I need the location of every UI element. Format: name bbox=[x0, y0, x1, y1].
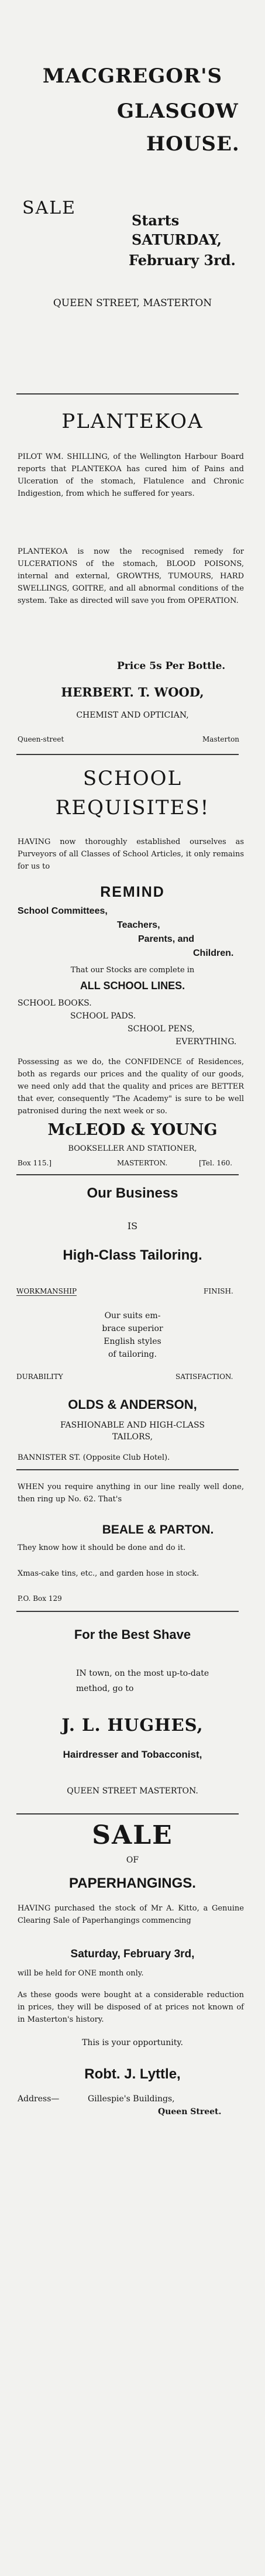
school-books: SCHOOL BOOKS. bbox=[18, 999, 92, 1008]
lyttle-ad bbox=[0, 1820, 265, 2575]
macgregors-name-line2: GLASGOW bbox=[117, 100, 239, 123]
school-line-teachers: Teachers, bbox=[117, 920, 160, 930]
divider-rule bbox=[16, 1813, 239, 1814]
lyttle-date: Saturday, February 3rd, bbox=[70, 1948, 195, 1960]
macgregors-name-line3: HOUSE. bbox=[146, 132, 240, 156]
school-title-line2: REQUISITES! bbox=[55, 796, 210, 819]
tailoring-firm-role1: FASHIONABLE AND HIGH-CLASS bbox=[60, 1421, 205, 1430]
macgregors-date: February 3rd. bbox=[129, 252, 236, 269]
plantekoa-para2: PLANTEKOA is now the recognised remedy for ULCERATIONS of the stomach, BLOOD POISONS, internal and external, GROWTHS, TUMOURS, HARD SWELLINGS, GOITRE, and all abnormal conditions of the system. Take as directed will save you from OPERATION. bbox=[18, 547, 244, 605]
beale-para3: Xmas-cake tins, etc., and garden hose in stock. bbox=[18, 1569, 199, 1578]
plantekoa-para1: PILOT WM. SHILLING, of the Wellington Harbour Board reports that PLANTEKOA has cured him of Pains and Ulceration of the stomach, Flatulence and Chronic Indigestion, from which he suffered for years. bbox=[18, 452, 244, 498]
plantekoa-street-left: Queen-street bbox=[18, 735, 64, 743]
macgregors-sale: SALE bbox=[22, 198, 77, 218]
beale-para1: WHEN you require anything in our line really well done, then ring up No. 62. That's bbox=[18, 1483, 244, 1504]
divider-rule bbox=[16, 393, 239, 395]
tailoring-finish: FINISH. bbox=[204, 1287, 233, 1295]
school-box: Box 115.] bbox=[18, 1159, 52, 1167]
tailoring-ad bbox=[0, 1185, 265, 1490]
school-line-children: Children. bbox=[193, 948, 234, 958]
tailoring-line2: IS bbox=[127, 1220, 138, 1232]
school-firm-role: BOOKSELLER AND STATIONER, bbox=[68, 1144, 197, 1153]
school-line-parents: Parents, and bbox=[138, 934, 195, 944]
lyttle-para3: As these goods were bought at a considerable reduction in prices, they will be disposed of at prices not known of in Masterton's history. bbox=[18, 1991, 244, 2024]
lyttle-opportunity: This is your opportunity. bbox=[82, 2038, 183, 2047]
lyttle-para1: HAVING purchased the stock of Mr A. Kitto, a Genuine Clearing Sale of Paperhangings commencing bbox=[18, 1904, 244, 1925]
hughes-para1: IN town, on the most up-to-date method, go to bbox=[76, 1669, 209, 1693]
macgregors-starts: Starts bbox=[132, 212, 180, 229]
divider-rule bbox=[16, 754, 239, 755]
school-firm: McLEOD & YOUNG bbox=[47, 1121, 218, 1139]
school-title-line1: SCHOOL bbox=[82, 767, 183, 790]
hughes-address: QUEEN STREET MASTERTON. bbox=[67, 1786, 198, 1796]
macgregors-address: QUEEN STREET, MASTERTON bbox=[53, 297, 212, 309]
divider-rule bbox=[16, 1469, 239, 1470]
lyttle-address1: Gillespie's Buildings, bbox=[88, 2094, 175, 2104]
lyttle-of: OF bbox=[126, 1855, 139, 1865]
hughes-name: J. L. HUGHES, bbox=[61, 1715, 204, 1735]
tailoring-durability: DURABILITY bbox=[16, 1373, 63, 1381]
school-complete: That our Stocks are complete in bbox=[70, 966, 195, 975]
tailoring-workmanship: WORKMANSHIP bbox=[16, 1287, 77, 1295]
tailoring-firm: OLDS & ANDERSON, bbox=[68, 1397, 197, 1412]
lyttle-item: PAPERHANGINGS. bbox=[69, 1875, 196, 1891]
lyttle-address2: Queen Street. bbox=[158, 2107, 222, 2117]
school-requisites-ad bbox=[0, 767, 265, 1176]
school-all-lines: ALL SCHOOL LINES. bbox=[80, 980, 185, 992]
macgregors-name-line1: MACGREGOR'S bbox=[42, 64, 223, 88]
school-tel: [Tel. 160. bbox=[199, 1159, 233, 1167]
school-para1: HAVING now thoroughly established ourselves as Purveyors of all Classes of School Articles, it only remains for us to bbox=[18, 838, 244, 871]
tailoring-line3: High-Class Tailoring. bbox=[63, 1247, 202, 1263]
lyttle-name: Robt. J. Lyttle, bbox=[84, 2066, 181, 2082]
school-pens: SCHOOL PENS, bbox=[128, 1024, 195, 1034]
tailoring-line1: Our Business bbox=[87, 1185, 178, 1201]
school-remind: REMIND bbox=[100, 884, 165, 900]
tailoring-suits1: Our suits em- bbox=[104, 1311, 161, 1320]
lyttle-sale: SALE bbox=[92, 1820, 173, 1850]
plantekoa-vendor-role: CHEMIST AND OPTICIAN, bbox=[76, 711, 189, 720]
tailoring-suits3: English styles bbox=[104, 1337, 161, 1346]
plantekoa-ad bbox=[0, 410, 265, 773]
macgregors-day: SATURDAY, bbox=[132, 231, 222, 248]
lyttle-para2: will be held for ONE month only. bbox=[18, 1969, 144, 1978]
lyttle-address-label: Address— bbox=[18, 2094, 60, 2104]
divider-rule bbox=[16, 1174, 239, 1175]
beale-para2: They know how it should be done and do it. bbox=[18, 1543, 186, 1552]
beale-parton-ad bbox=[0, 1481, 265, 1621]
tailoring-suits4: of tailoring. bbox=[108, 1350, 157, 1359]
plantekoa-price: Price 5s Per Bottle. bbox=[117, 660, 226, 672]
plantekoa-title: PLANTEKOA bbox=[61, 410, 204, 433]
tailoring-firm-role2: TAILORS, bbox=[112, 1432, 153, 1442]
school-everything: EVERYTHING. bbox=[175, 1037, 237, 1047]
hughes-role: Hairdresser and Tobacconist, bbox=[63, 1749, 202, 1760]
school-line-committees: School Committees, bbox=[18, 906, 108, 916]
plantekoa-vendor: HERBERT. T. WOOD, bbox=[61, 685, 204, 699]
hughes-heading: For the Best Shave bbox=[74, 1627, 191, 1642]
plantekoa-street-right: Masterton bbox=[202, 735, 240, 743]
macgregors-ad bbox=[0, 0, 265, 316]
beale-firm: BEALE & PARTON. bbox=[102, 1523, 214, 1536]
school-town: MASTERTON. bbox=[117, 1159, 168, 1167]
tailoring-suits2: brace superior bbox=[102, 1324, 163, 1333]
beale-box: P.O. Box 129 bbox=[18, 1594, 62, 1603]
divider-rule bbox=[16, 1611, 239, 1612]
tailoring-satisfaction: SATISFACTION. bbox=[175, 1373, 233, 1381]
school-para2: Possessing as we do, the CONFIDENCE of Residences, both as regards our prices and the quality of our goods, we need only add that the quality and prices are BETTER that ever, consequently "The Academy" is sure to be well patronised during the next week or so. bbox=[18, 1058, 244, 1116]
school-pads: SCHOOL PADS. bbox=[70, 1011, 136, 1021]
tailoring-address: BANNISTER ST. (Opposite Club Hotel). bbox=[18, 1453, 170, 1462]
